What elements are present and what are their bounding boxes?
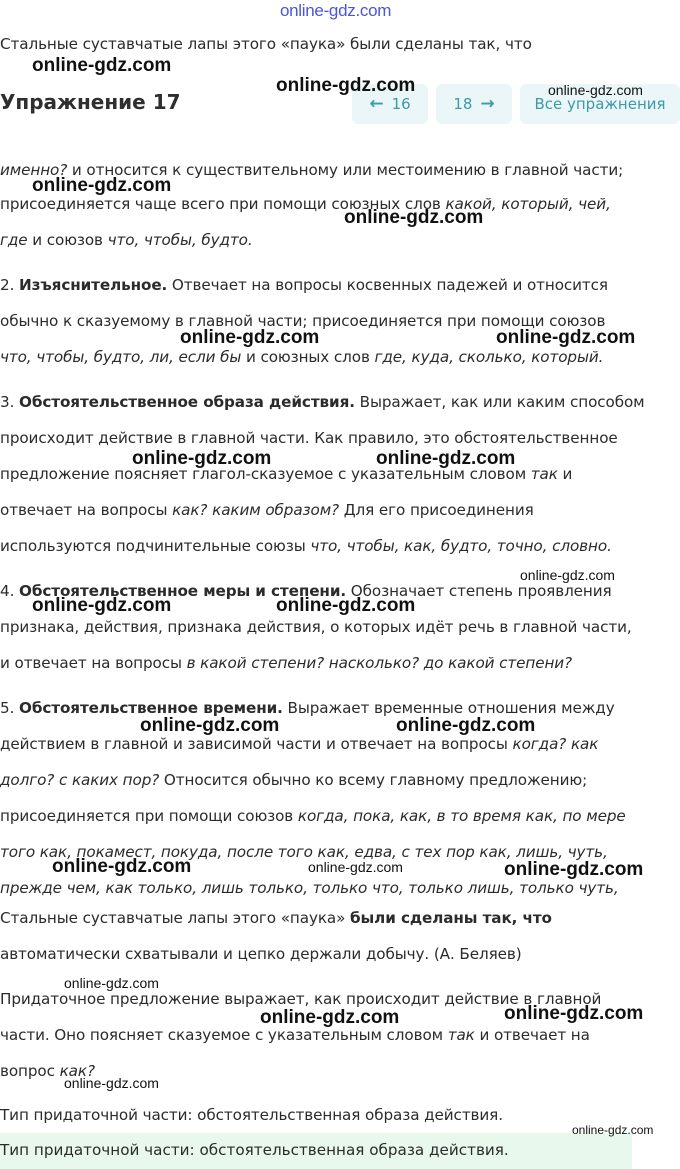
- text-line: части. Оно поясняет сказуемое с указательным словом так и отвечает на: [0, 1026, 590, 1044]
- watermark: online-gdz.com: [32, 595, 172, 616]
- answer-highlight: [0, 1133, 632, 1169]
- watermark: online-gdz.com: [180, 327, 320, 348]
- watermark: online-gdz.com: [504, 1003, 644, 1024]
- text-line: вопрос как?: [0, 1062, 95, 1080]
- watermark: online-gdz.com: [548, 82, 643, 98]
- text-line: признака, действия, признака действия, о которых идёт речь в главной части,: [0, 618, 632, 636]
- watermark: online-gdz.com: [260, 1007, 400, 1028]
- text-line: Тип придаточной части: обстоятельственная образа действия.: [0, 1106, 503, 1124]
- watermark: online-gdz.com: [32, 175, 172, 196]
- watermark: online-gdz.com: [396, 715, 536, 736]
- text-line: Придаточное предложение выражает, как происходит действие в главной: [0, 990, 602, 1008]
- answer-text: Тип придаточной части: обстоятельственная образа действия.: [0, 1141, 509, 1159]
- text-line: присоединяется при помощи союзов когда, пока, как, в то время как, по мере: [0, 807, 626, 825]
- watermark: online-gdz.com: [520, 567, 615, 583]
- text-line: предложение поясняет глагол-сказуемое с указательным словом так и: [0, 465, 573, 483]
- page-title: Упражнение 17: [0, 90, 181, 114]
- text-line: что, чтобы, будто, ли, если бы и союзных слов где, куда, сколько, который.: [0, 348, 604, 366]
- arrow-left-icon: ←: [369, 94, 384, 114]
- text-line: происходит действие в главной части. Как правило, это обстоятельственное: [0, 429, 618, 447]
- text-line: Стальные суставчатые лапы этого «паука» были сделаны так, что: [0, 909, 552, 927]
- text-line: используются подчинительные союзы что, чтобы, как, будто, точно, словно.: [0, 537, 612, 555]
- text-line: долго? с каких пор? Относится обычно ко всему главному предложению;: [0, 771, 588, 789]
- site-watermark-top: online-gdz.com: [280, 1, 392, 20]
- prev-exercise-label: 16: [391, 95, 411, 113]
- text-line: присоединяется чаще всего при помощи союзных слов какой, который, чей,: [0, 195, 611, 213]
- text-line: 2. Изъяснительное. Отвечает на вопросы косвенных падежей и относится: [0, 276, 608, 294]
- watermark: online-gdz.com: [276, 595, 416, 616]
- text-line: 5. Обстоятельственное времени. Выражает временные отношения между: [0, 699, 615, 717]
- arrow-right-icon: →: [480, 94, 495, 114]
- watermark: online-gdz.com: [376, 448, 516, 469]
- text-line: 4. Обстоятельственное меры и степени. Обозначает степень проявления: [0, 582, 612, 600]
- watermark: online-gdz.com: [32, 55, 172, 76]
- all-exercises-label: Все упражнения: [534, 95, 666, 113]
- text-line: Стальные суставчатые лапы этого «паука» были сделаны так, что: [0, 35, 532, 53]
- watermark: online-gdz.com: [572, 1123, 654, 1137]
- text-line: где и союзов что, чтобы, будто.: [0, 231, 253, 249]
- watermark: online-gdz.com: [504, 859, 644, 880]
- text-line: действием в главной и зависимой части и отвечает на вопросы когда? как: [0, 735, 599, 753]
- text-line: прежде чем, как только, лишь только, только что, только лишь, только чуть,: [0, 879, 619, 897]
- text-line: того как, покамест, покуда, после того как, едва, с тех пор как, лишь, чуть,: [0, 843, 608, 861]
- watermark: online-gdz.com: [132, 448, 272, 469]
- watermark: online-gdz.com: [140, 715, 280, 736]
- watermark: online-gdz.com: [52, 856, 192, 877]
- watermark: online-gdz.com: [64, 975, 159, 991]
- text-line: обычно к сказуемому в главной части; присоединяется при помощи союзов: [0, 312, 606, 330]
- watermark: online-gdz.com: [344, 207, 484, 228]
- text-line: именно? и относится к существительному или местоимению в главной части;: [0, 161, 624, 179]
- next-exercise-label: 18: [453, 95, 473, 113]
- text-line: 3. Обстоятельственное образа действия. Выражает, как или каким способом: [0, 393, 645, 411]
- next-exercise-button[interactable]: [436, 84, 512, 124]
- watermark: online-gdz.com: [276, 75, 416, 96]
- watermark: online-gdz.com: [64, 1075, 159, 1091]
- text-line: автоматически схватывали и цепко держали добычу. (А. Беляев): [0, 945, 522, 963]
- watermark: online-gdz.com: [496, 327, 636, 348]
- text-line: и отвечает на вопросы в какой степени? насколько? до какой степени?: [0, 654, 573, 672]
- watermark: online-gdz.com: [308, 859, 403, 875]
- text-line: отвечает на вопросы как? каким образом? Для его присоединения: [0, 501, 534, 519]
